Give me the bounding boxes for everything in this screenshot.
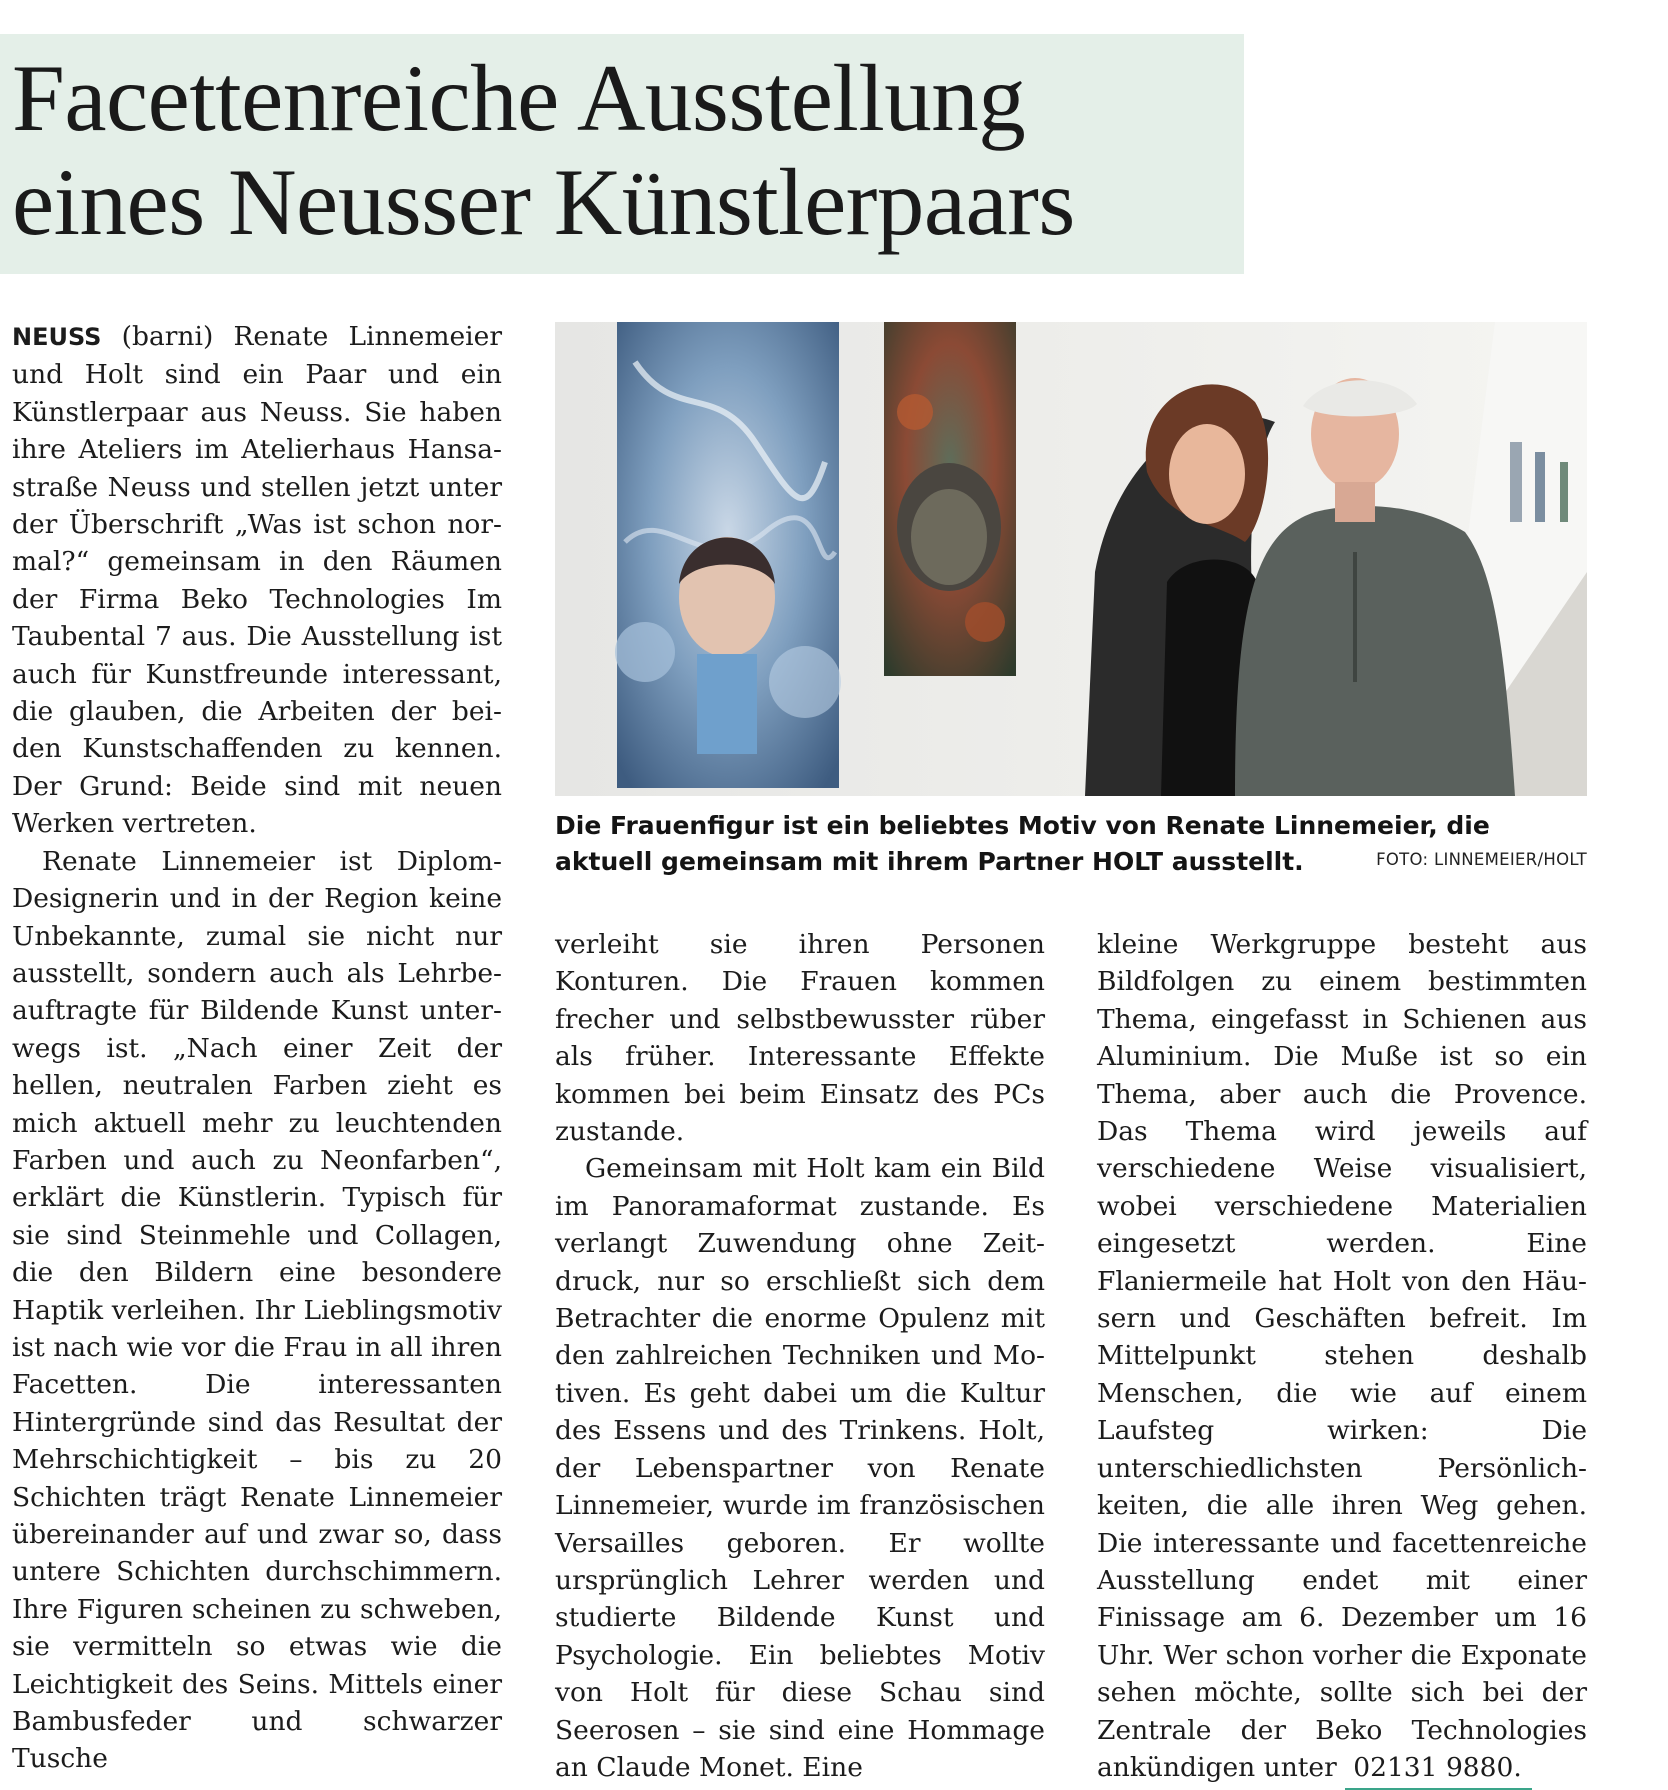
phone-number: 02131 9880.: [1345, 1749, 1532, 1790]
paragraph: Renate Linnemeier ist Diplom-Designerin und in der Region keine Unbekannte, zumal sie nicht nur ausstellt, sondern auch als Lehrbeauftragte für Bildende Kunst unterwegs ist. „Nach einer Zeit der hellen, neutralen Farben zieht es mich aktuell mehr zu leuchtenden Farben und auch zu Neonfarben“, erklärt die Künstlerin. Typisch für sie sind Steinmehle und Collagen, die den Bildern eine besondere Haptik verleihen. Ihr Lieblingsmotiv ist nach wie vor die Frau in all ihren Facetten. Die interessanten Hintergründe sind das Resultat der Mehrschichtigkeit – bis zu 20 Schichten trägt Renate Linnemeier übereinander auf und zwar so, dass untere Schichten durchschimmern. Ihre Figuren scheinen zu schweben, sie vermitteln so etwas wie die Leichtigkeit des Seins. Mittels einer Bambusfeder und schwarzer Tusche: [12, 845, 502, 1775]
photo-artwork-couple: [555, 322, 1587, 796]
paragraph: Gemeinsam mit Holt kam ein Bild im Panoramaformat zustande. Es verlangt Zuwendung ohne Zeitdruck, nur so erschließt sich dem Betrachter die enorme Opulenz mit den zahlreichen Techniken und Motiven. Es geht dabei um die Kultur des Essens und des Trinkens. Holt, der Lebenspartner von Renate Linnemeier, wurde im französischen Versailles geboren. Er wollte ursprünglich Lehrer werden und studierte Bildende Kunst und Psychologie. Ein beliebtes Motiv von Holt für diese Schau sind Seerosen – sie sind eine Hommage an Claude Monet. Eine: [555, 1153, 1045, 1783]
photo-credit: FOTO: LINNEMEIER/HOLT: [1376, 850, 1587, 869]
article-column-3: [1097, 926, 1587, 1790]
paragraph: verleiht sie ihren Personen Konturen. Die Frauen kommen frecher und selbstbewusster rüber als früher. Interessante Effekte kommen bei beim Einsatz des PCs zustande.: [555, 929, 1045, 1148]
paragraph-text: (barni) Renate Linnemeier und Holt sind ein Paar und ein Künstlerpaar aus Neuss. Sie haben ihre Ateliers im Atelierhaus Hansastraße Neuss und stellen jetzt unter der Überschrift „Was ist schon normal?“ gemeinsam in den Räumen der Firma Beko Technologies Im Taubental 7 aus. Die Ausstellung ist auch für Kunstfreunde interessant, die glauben, die Arbeiten der beiden Kunstschaffenden zu kennen. Der Grund: Beide sind mit neuen Werken vertreten.: [12, 321, 502, 840]
headline-line-2: eines Neusser Künstlerpaars: [12, 149, 1075, 255]
article-column-1: [12, 318, 502, 1778]
article-column-2: [555, 926, 1045, 1786]
article-photo: [555, 322, 1587, 796]
paragraph: [1097, 926, 1587, 1790]
photo-caption: [555, 808, 1587, 880]
article-headline: [12, 46, 1075, 254]
paragraph: [12, 318, 502, 843]
paragraph-text: kleine Werkgruppe besteht aus Bildfolgen zu einem bestimmten Thema, eingefasst in Schienen aus Aluminium. Die Muße ist so ein Thema, aber auch die Provence. Das Thema wird jeweils auf verschiedene Weise visualisiert, wobei verschiedene Materialien eingesetzt werden. Eine Flaniermeile hat Holt von den Häusern und Geschäften befreit. Im Mittelpunkt stehen deshalb Menschen, die wie auf einem Laufsteg wirken: Die unterschiedlichsten Persönlichkeiten, die alle ihren Weg gehen. Die interessante und facettenreiche Ausstellung endet mit einer Finissage am 6. Dezember um 16 Uhr. Wer schon vorher die Exponate sehen möchte, sollte sich bei der Zentrale der Beko Technologies ankündigen unter: [1097, 929, 1587, 1783]
dateline: NEUSS: [12, 323, 102, 351]
headline-line-1: Facettenreiche Ausstellung: [12, 45, 1026, 151]
caption-text: Die Frauenfigur ist ein beliebtes Motiv von Renate Linnemeier, die aktuell gemeinsam mit ihrem Partner HOLT ausstellt.: [555, 811, 1490, 876]
